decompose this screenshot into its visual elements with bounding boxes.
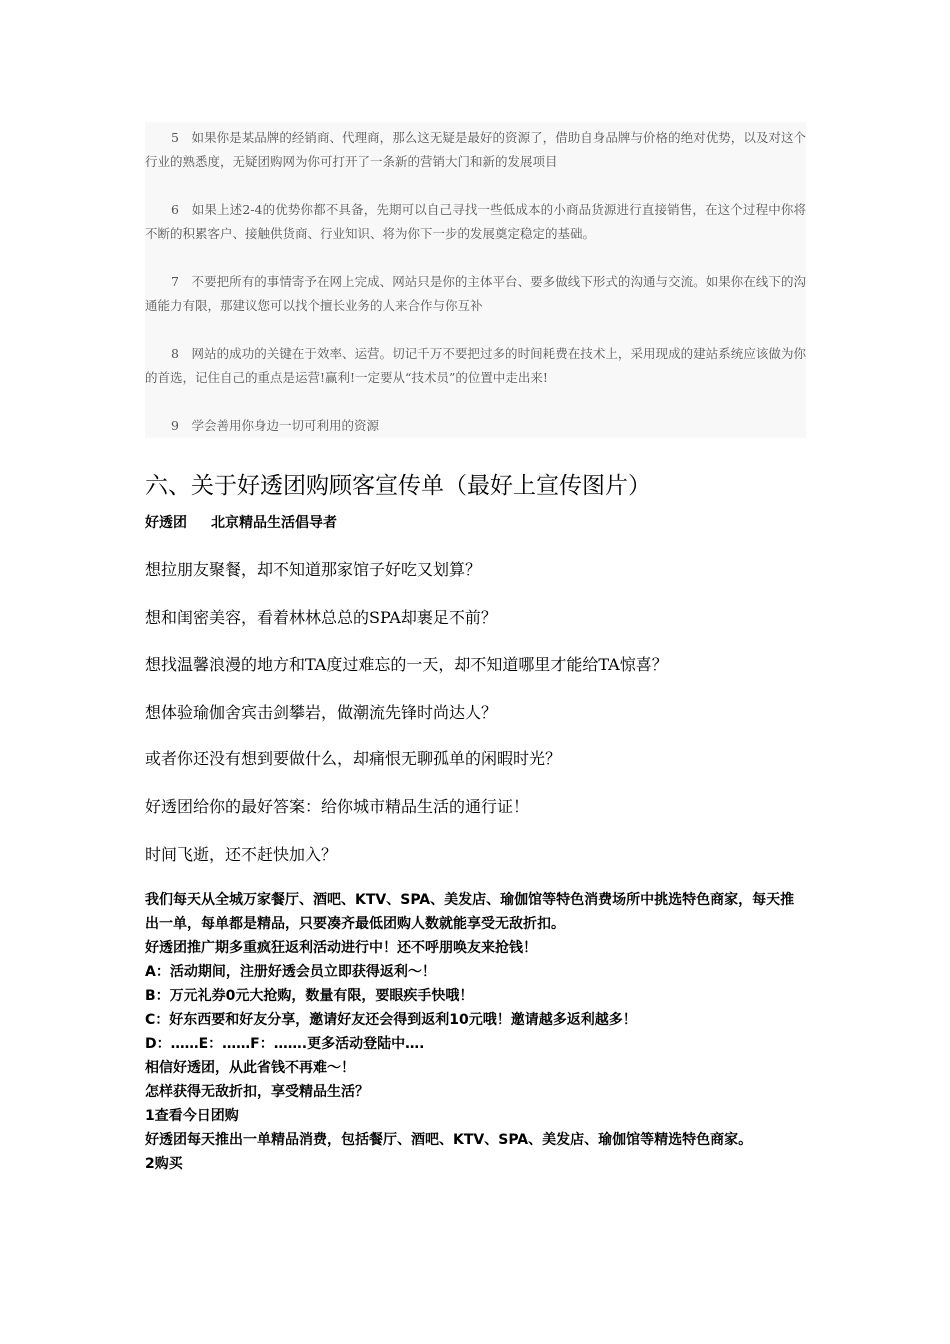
step-title: 2购买	[145, 1156, 183, 1172]
promo-question: 想体验瑜伽舍宾击剑攀岩，做潮流先锋时尚达人？	[145, 703, 498, 722]
promo-body	[145, 888, 806, 1176]
tip-number: 7	[171, 274, 179, 289]
tip-text: 如果你是某品牌的经销商、代理商，那么这无疑是最好的资源了，借助自身品牌与价格的绝对优势，以及对这个行业的熟悉度，无疑团购网为你可打开了一条新的营销大门和新的发展项目	[145, 130, 806, 169]
tip-paragraph	[145, 198, 806, 246]
body-line: D：……E：……F：…….更多活动登陆中….	[145, 1036, 425, 1052]
promo-question: 想和闺密美容，看着林林总总的SPA却裹足不前？	[145, 608, 497, 627]
tip-paragraph	[145, 414, 806, 438]
promo-question: 想拉朋友聚餐，却不知道那家馆子好吃又划算？	[145, 560, 482, 579]
promo-question: 想找温馨浪漫的地方和TA度过难忘的一天，却不知道哪里才能给TA惊喜？	[145, 655, 668, 674]
tip-paragraph	[145, 270, 806, 318]
tip-paragraph	[145, 126, 806, 174]
tip-number: 8	[171, 346, 179, 361]
brand-tagline: 北京精品生活倡导者	[211, 515, 337, 531]
promo-question: 或者你还没有想到要做什么，却痛恨无聊孤单的闲暇时光？	[145, 749, 562, 768]
body-line: C：好东西要和好友分享，邀请好友还会得到返利10元哦！邀请越多返利越多！	[145, 1012, 637, 1028]
step-title: 1查看今日团购	[145, 1108, 239, 1124]
tip-paragraph	[145, 342, 806, 390]
section-heading: 六、关于好透团购顾客宣传单（最好上宣传图片）	[145, 473, 651, 499]
body-line: 相信好透团，从此省钱不再难～！	[145, 1060, 355, 1076]
body-line: 我们每天从全城万家餐厅、酒吧、KTV、SPA、美发店、瑜伽馆等特色消费场所中挑选特色商家，每天推出一单，每单都是精品，只要凑齐最低团购人数就能享受无敌折扣。	[145, 892, 795, 932]
body-line: 好透团每天推出一单精品消费，包括餐厅、酒吧、KTV、SPA、美发店、瑜伽馆等精选特色商家。	[145, 1132, 753, 1148]
brand-name: 好透团	[145, 515, 187, 531]
body-line: 好透团推广期多重疯狂返利活动进行中！还不呼朋唤友来抢钱！	[145, 940, 537, 956]
body-line: 怎样获得无敌折扣，享受精品生活？	[145, 1084, 369, 1100]
promo-answer: 好透团给你的最好答案：给你城市精品生活的通行证！	[145, 797, 530, 816]
section-subheading	[145, 512, 337, 534]
tip-text: 学会善用你身边一切可利用的资源	[191, 418, 379, 433]
tip-text: 网站的成功的关键在于效率、运营。切记千万不要把过多的时间耗费在技术上，采用现成的建站系统应该做为你的首选，记住自己的重点是运营!赢利!一定要从“技术员”的位置中走出来!	[145, 346, 806, 385]
body-line: B：万元礼券0元大抢购，数量有限，要眼疾手快哦！	[145, 988, 474, 1004]
tip-text: 不要把所有的事情寄予在网上完成、网站只是你的主体平台、要多做线下形式的沟通与交流。如果你在线下的沟通能力有限，那建议您可以找个擅长业务的人来合作与你互补	[145, 274, 806, 313]
body-line: A：活动期间，注册好透会员立即获得返利～！	[145, 964, 436, 980]
tip-number: 9	[171, 418, 179, 433]
tip-number: 6	[171, 202, 179, 217]
tip-number: 5	[171, 130, 179, 145]
tip-text: 如果上述2-4的优势你都不具备，先期可以自己寻找一些低成本的小商品货源进行直接销售，在这个过程中你将不断的积累客户、接触供货商、行业知识、将为你下一步的发展奠定稳定的基础。	[145, 202, 806, 241]
promo-call-to-action: 时间飞逝，还不赶快加入？	[145, 845, 338, 864]
